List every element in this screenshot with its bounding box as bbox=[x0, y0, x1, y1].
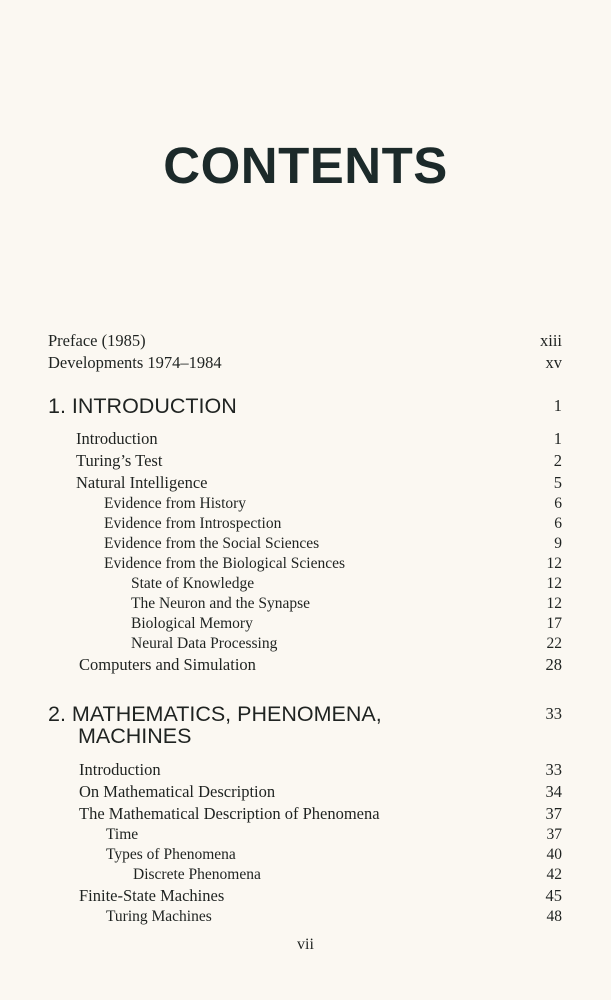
toc-entry bbox=[0, 654, 611, 676]
toc-entry-label: Turing Machines bbox=[106, 908, 212, 925]
toc-entry bbox=[0, 885, 611, 907]
toc-subentry bbox=[0, 533, 611, 555]
toc-entry-page: 48 bbox=[546, 908, 562, 925]
toc-entry-label: Introduction bbox=[79, 760, 161, 779]
toc-entry-page: 9 bbox=[554, 535, 562, 552]
toc-entry-label: Introduction bbox=[76, 429, 158, 448]
toc-entry-label: Evidence from the Social Sciences bbox=[104, 535, 320, 552]
toc-subsubentry bbox=[0, 613, 611, 635]
toc-entry-page: 12 bbox=[546, 555, 562, 572]
toc-entry-label: Evidence from History bbox=[104, 495, 247, 512]
toc-subsubentry bbox=[0, 593, 611, 615]
toc-subentry bbox=[0, 553, 611, 575]
toc-entry bbox=[0, 803, 611, 825]
toc-entry-preface bbox=[0, 330, 611, 352]
toc-entry-label: Turing’s Test bbox=[76, 451, 163, 470]
toc-entry bbox=[0, 450, 611, 472]
toc-entry-label: Discrete Phenomena bbox=[133, 866, 261, 883]
chapter-title-cont: MACHINES bbox=[78, 724, 192, 748]
toc-subentry bbox=[0, 493, 611, 515]
toc-entry-page: 12 bbox=[546, 575, 562, 592]
toc-entry-page: 45 bbox=[545, 886, 562, 905]
toc-entry-label: Computers and Simulation bbox=[79, 655, 256, 674]
toc-entry bbox=[0, 759, 611, 781]
toc-subsubentry bbox=[0, 573, 611, 595]
chapter-title: 1. INTRODUCTION bbox=[48, 394, 237, 418]
toc-subsubentry bbox=[0, 633, 611, 655]
toc-entry-page: 33 bbox=[545, 760, 562, 779]
page-number: vii bbox=[297, 936, 314, 953]
toc-entry-label: Preface (1985) bbox=[48, 331, 146, 350]
toc-entry-label: The Neuron and the Synapse bbox=[131, 595, 311, 612]
chapter-page: 33 bbox=[545, 704, 562, 723]
toc-entry-page: 17 bbox=[546, 615, 562, 632]
toc-entry-label: Neural Data Processing bbox=[131, 635, 278, 652]
toc-entry-page: 5 bbox=[553, 473, 562, 492]
toc-entry-page: 42 bbox=[546, 866, 562, 883]
chapter-page: 1 bbox=[553, 396, 562, 415]
toc-entry-label: Developments 1974–1984 bbox=[48, 353, 222, 372]
toc-entry-label: Finite-State Machines bbox=[79, 886, 225, 905]
toc-entry-page: 28 bbox=[545, 655, 562, 674]
toc-entry-label: On Mathematical Description bbox=[79, 782, 276, 801]
toc-entry-page: 6 bbox=[554, 495, 562, 512]
toc-entry-page: 6 bbox=[554, 515, 562, 532]
toc-subsubentry bbox=[0, 864, 611, 886]
toc-entry-label: The Mathematical Description of Phenomena bbox=[79, 804, 380, 823]
toc-entry-page: 12 bbox=[546, 595, 562, 612]
toc-entry-label: Biological Memory bbox=[131, 615, 253, 632]
toc-entry-page: xiii bbox=[539, 331, 562, 350]
toc-entry-page: 37 bbox=[546, 826, 562, 843]
toc-entry-page: 34 bbox=[545, 782, 562, 801]
toc-subentry bbox=[0, 906, 611, 928]
toc-entry bbox=[0, 428, 611, 450]
toc-entry bbox=[0, 781, 611, 803]
toc-entry-page: 37 bbox=[545, 804, 562, 823]
toc-entry-label: Evidence from Introspection bbox=[104, 515, 282, 532]
toc-entry-label: Natural Intelligence bbox=[76, 473, 208, 492]
toc-entry-label: Evidence from the Biological Sciences bbox=[104, 555, 346, 572]
toc-entry-label: Types of Phenomena bbox=[106, 846, 236, 863]
toc-entry-label: State of Knowledge bbox=[131, 575, 255, 592]
toc-entry-developments bbox=[0, 352, 611, 374]
toc-entry-page: 2 bbox=[553, 451, 562, 470]
toc-entry bbox=[0, 472, 611, 494]
chapter-title: 2. MATHEMATICS, PHENOMENA, bbox=[48, 702, 382, 726]
toc-subentry bbox=[0, 824, 611, 846]
toc-entry-label: Time bbox=[106, 826, 139, 843]
toc-subentry bbox=[0, 513, 611, 535]
toc-entry-page: 40 bbox=[546, 846, 562, 863]
toc-entry-page: 1 bbox=[553, 429, 562, 448]
toc-entry-page: xv bbox=[545, 353, 562, 372]
toc-subentry bbox=[0, 844, 611, 866]
toc-entry-page: 22 bbox=[546, 635, 562, 652]
page-title: CONTENTS bbox=[163, 137, 448, 194]
